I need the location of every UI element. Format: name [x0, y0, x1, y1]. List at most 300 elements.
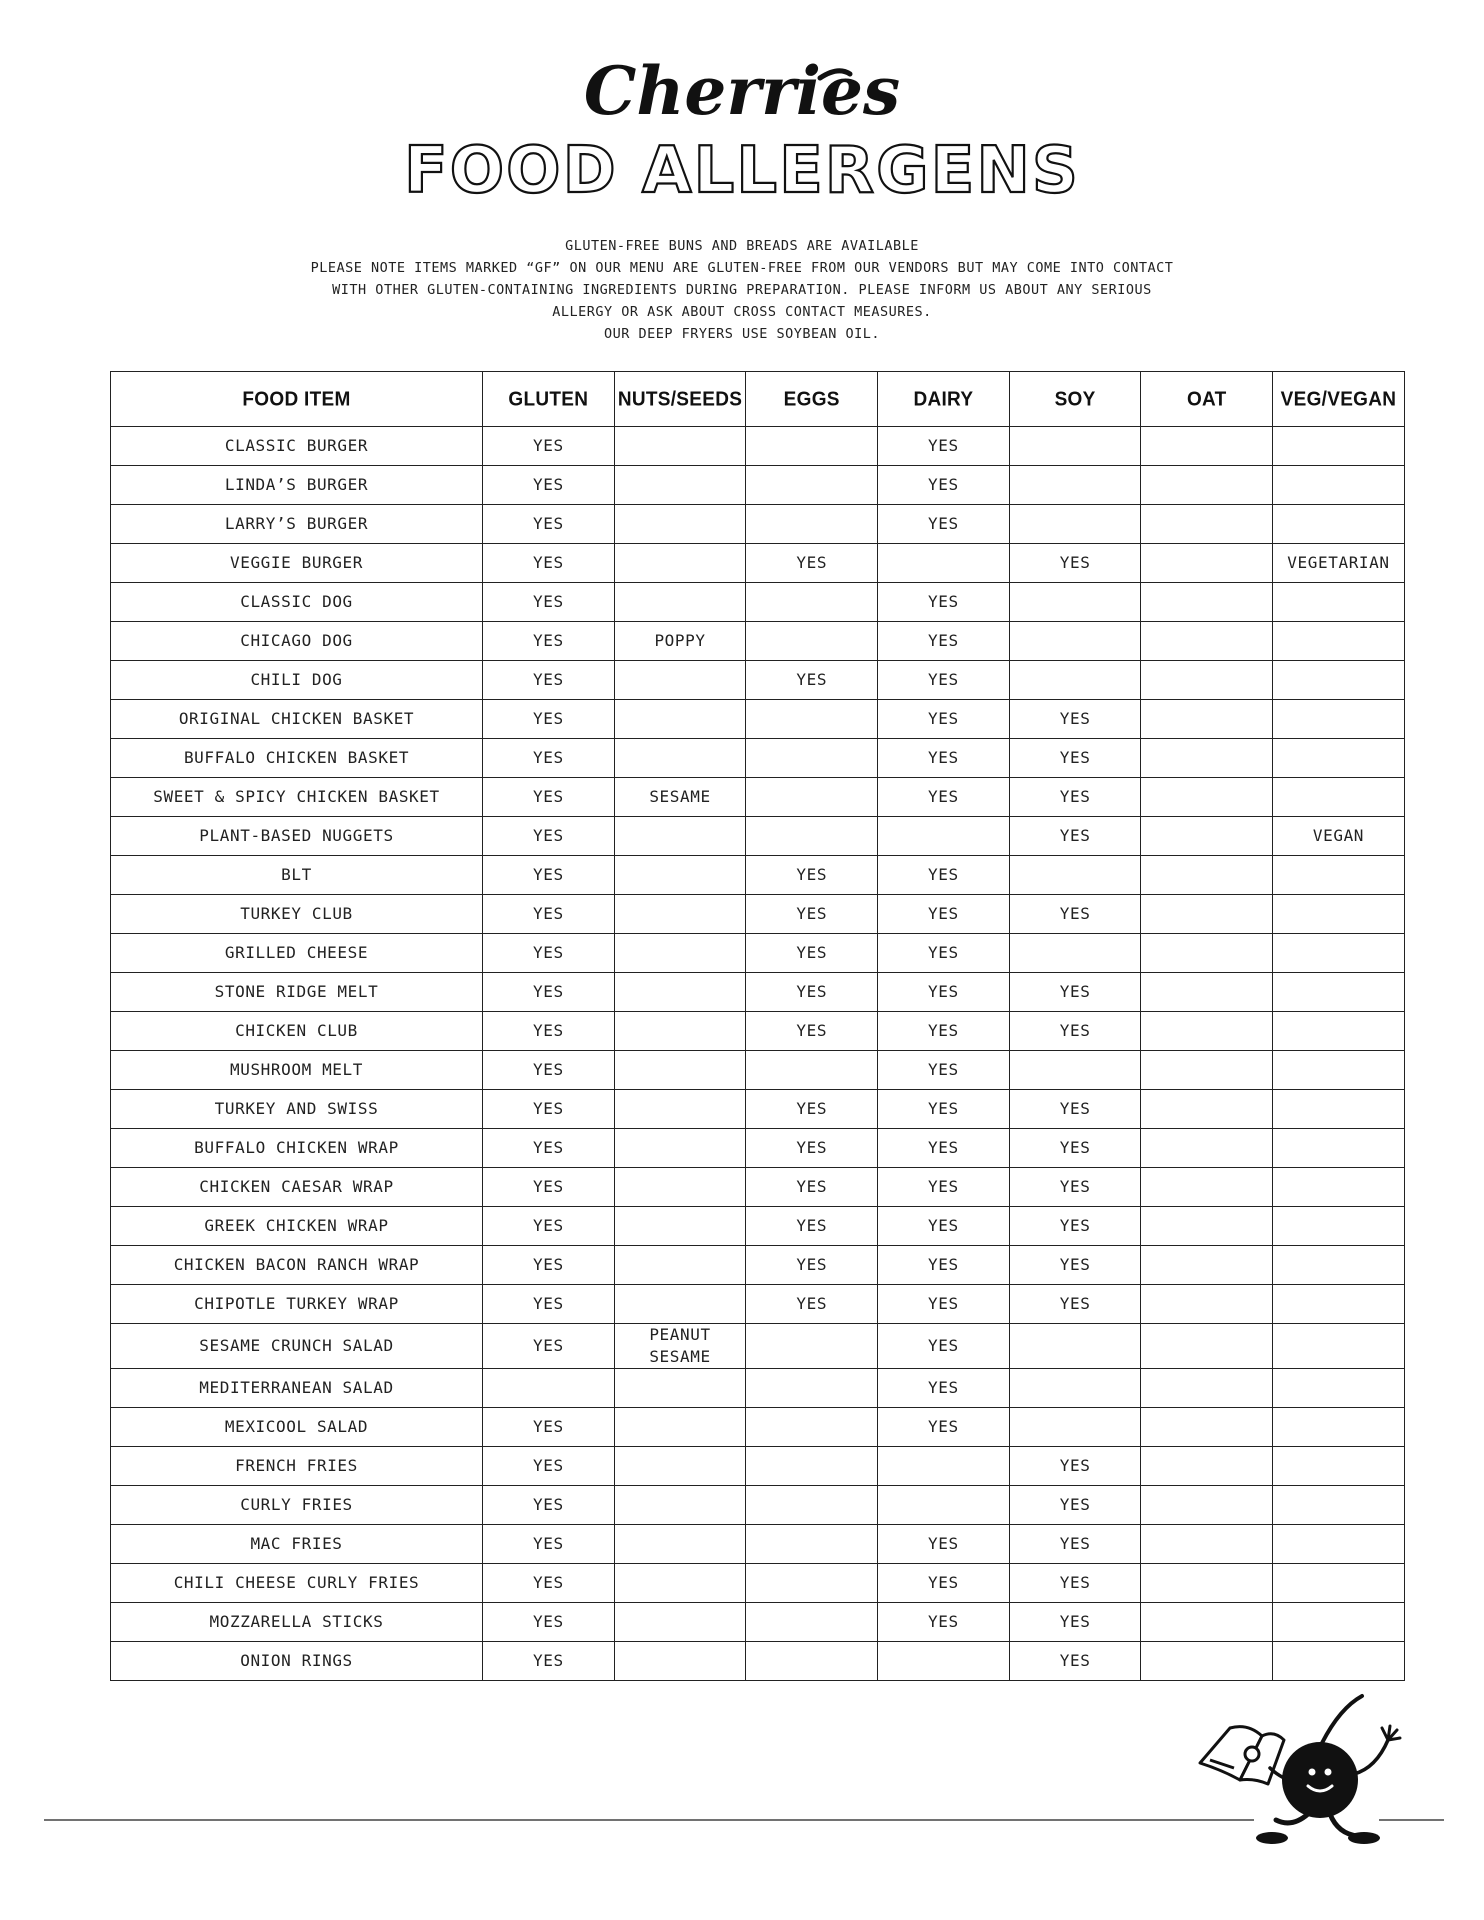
allergen-cell: YES [878, 1564, 1010, 1603]
allergen-cell: YES [746, 1285, 878, 1324]
allergen-cell: YES [483, 1012, 615, 1051]
food-item-cell: CHILI DOG [111, 661, 483, 700]
allergen-cell [1141, 778, 1273, 817]
column-header: OAT [1141, 369, 1273, 428]
food-item-cell: CLASSIC DOG [111, 583, 483, 622]
table-row [111, 427, 1405, 466]
table-row [111, 700, 1405, 739]
allergen-cell [1141, 973, 1273, 1012]
note-line: WITH OTHER GLUTEN-CONTAINING INGREDIENTS DURING PREPARATION. PLEASE INFORM US ABOUT ANY SERIOUS [332, 282, 1152, 298]
food-item-cell: MEXICOOL SALAD [111, 1408, 483, 1447]
table-row [111, 1012, 1405, 1051]
allergen-cell: YES [483, 1447, 615, 1486]
allergen-cell [1009, 427, 1141, 466]
allergen-cell: YES [1009, 1285, 1141, 1324]
allergen-cell [614, 1525, 746, 1564]
allergen-cell: YES [746, 1207, 878, 1246]
allergen-cell [1141, 700, 1273, 739]
allergen-cell: YES [1009, 817, 1141, 856]
table-row [111, 1168, 1405, 1207]
allergen-cell [1273, 1285, 1405, 1324]
allergen-cell [1273, 1051, 1405, 1090]
table-row [111, 1207, 1405, 1246]
table-row [111, 1090, 1405, 1129]
allergen-cell [614, 1564, 746, 1603]
allergen-cell: YES [878, 661, 1010, 700]
allergen-cell: YES [878, 1525, 1010, 1564]
allergen-table [110, 371, 1405, 1681]
allergen-cell [746, 778, 878, 817]
food-item-cell: MUSHROOM MELT [111, 1051, 483, 1090]
allergen-cell [1009, 583, 1141, 622]
allergen-cell [746, 1603, 878, 1642]
allergen-cell [1273, 1207, 1405, 1246]
allergen-cell [1141, 1324, 1273, 1369]
allergen-cell: YES [483, 1090, 615, 1129]
allergen-cell: YES [878, 505, 1010, 544]
svg-text:Cherries: Cherries [583, 52, 901, 130]
allergen-cell [1141, 1129, 1273, 1168]
allergen-cell [483, 1369, 615, 1408]
allergen-cell [1273, 895, 1405, 934]
allergen-cell [1141, 934, 1273, 973]
allergen-cell: YES [1009, 1564, 1141, 1603]
allergen-cell: YES [483, 856, 615, 895]
table-row [111, 661, 1405, 700]
food-item-cell: ONION RINGS [111, 1642, 483, 1681]
allergen-cell [614, 856, 746, 895]
allergen-cell: YES [1009, 544, 1141, 583]
allergen-cell [1273, 1564, 1405, 1603]
allergen-cell: YES [483, 1564, 615, 1603]
allergen-cell: YES [483, 895, 615, 934]
allergen-cell [878, 544, 1010, 583]
allergen-cell [1273, 505, 1405, 544]
allergen-cell [746, 739, 878, 778]
allergen-cell: YES [1009, 1603, 1141, 1642]
allergen-cell [1273, 1408, 1405, 1447]
column-header: FOOD ITEM [111, 369, 483, 428]
note-line: OUR DEEP FRYERS USE SOYBEAN OIL. [603, 326, 881, 342]
allergen-cell [1273, 1129, 1405, 1168]
allergen-cell: YES [1009, 973, 1141, 1012]
allergen-cell: YES [483, 466, 615, 505]
table-row [111, 1324, 1405, 1369]
allergen-cell: YES [746, 934, 878, 973]
allergen-cell [1141, 1090, 1273, 1129]
allergen-cell: YES [483, 1603, 615, 1642]
allergen-cell [746, 1408, 878, 1447]
food-item-cell: CHICKEN CLUB [111, 1012, 483, 1051]
allergen-cell: YES [878, 1051, 1010, 1090]
allergen-cell [1273, 739, 1405, 778]
food-item-cell: CLASSIC BURGER [111, 427, 483, 466]
allergen-cell [746, 1564, 878, 1603]
allergen-cell [1141, 1486, 1273, 1525]
allergen-cell: YES [483, 622, 615, 661]
allergen-cell: YES [483, 427, 615, 466]
allergen-cell: YES [1009, 895, 1141, 934]
allergen-cell [614, 1090, 746, 1129]
allergen-cell: YES [1009, 1012, 1141, 1051]
allergen-cell: YES [483, 817, 615, 856]
allergen-cell [1273, 934, 1405, 973]
allergen-cell: SESAME [614, 778, 746, 817]
food-item-cell: LARRY’S BURGER [111, 505, 483, 544]
allergen-cell: POPPY [614, 622, 746, 661]
allergen-cell [1273, 427, 1405, 466]
allergen-cell [1141, 1642, 1273, 1681]
allergen-cell [1273, 622, 1405, 661]
column-header: EGGS [746, 369, 878, 428]
allergen-cell: YES [483, 505, 615, 544]
allergen-cell [1273, 856, 1405, 895]
allergen-cell [1273, 700, 1405, 739]
allergen-cell: YES [483, 973, 615, 1012]
food-item-cell: MOZZARELLA STICKS [111, 1603, 483, 1642]
allergen-cell [614, 973, 746, 1012]
cherry-mascot-icon [1190, 1688, 1430, 1848]
allergen-cell [1273, 1324, 1405, 1369]
allergen-cell: YES [878, 1285, 1010, 1324]
table-row [111, 1129, 1405, 1168]
allergen-cell [746, 1369, 878, 1408]
allergen-cell [1273, 1525, 1405, 1564]
allergen-cell: YES [483, 544, 615, 583]
allergen-cell: YES [1009, 700, 1141, 739]
allergen-cell: YES [746, 544, 878, 583]
allergen-cell: VEGETARIAN [1273, 544, 1405, 583]
allergen-cell: YES [1009, 739, 1141, 778]
allergen-cell [614, 1129, 746, 1168]
allergen-cell [1141, 739, 1273, 778]
allergen-cell [614, 544, 746, 583]
allergen-cell: YES [1009, 1090, 1141, 1129]
allergen-cell: YES [878, 1168, 1010, 1207]
allergen-cell: YES [878, 1129, 1010, 1168]
allergen-cell [1273, 466, 1405, 505]
allergen-cell: YES [878, 1012, 1010, 1051]
food-item-cell: CHICAGO DOG [111, 622, 483, 661]
allergen-cell: YES [878, 427, 1010, 466]
table-row [111, 1246, 1405, 1285]
column-header: SOY [1009, 369, 1141, 428]
allergen-cell [614, 505, 746, 544]
allergen-cell [614, 1285, 746, 1324]
allergen-cell [1273, 1603, 1405, 1642]
food-item-cell: CHIPOTLE TURKEY WRAP [111, 1285, 483, 1324]
allergen-cell: YES [878, 1603, 1010, 1642]
allergen-cell [614, 1369, 746, 1408]
food-item-cell: ORIGINAL CHICKEN BASKET [111, 700, 483, 739]
allergen-cell [1009, 856, 1141, 895]
allergen-cell [746, 700, 878, 739]
table-row [111, 1486, 1405, 1525]
allergen-cell: YES [878, 1369, 1010, 1408]
allergen-cell [1141, 1285, 1273, 1324]
allergen-cell [1141, 505, 1273, 544]
allergen-cell: YES [483, 1129, 615, 1168]
svg-text:FOOD ALLERGENS: FOOD ALLERGENS [404, 134, 1080, 208]
allergen-cell [1273, 1246, 1405, 1285]
food-item-cell: TURKEY CLUB [111, 895, 483, 934]
column-header: GLUTEN [483, 369, 615, 428]
allergen-cell [1273, 583, 1405, 622]
allergen-cell: YES [483, 583, 615, 622]
allergen-cell [1009, 466, 1141, 505]
table-row [111, 856, 1405, 895]
table-row [111, 895, 1405, 934]
allergen-cell: YES [1009, 1207, 1141, 1246]
food-item-cell: GRILLED CHEESE [111, 934, 483, 973]
note-line: PLEASE NOTE ITEMS MARKED “GF” ON OUR MENU ARE GLUTEN-FREE FROM OUR VENDORS BUT MAY COME INTO CONTACT [310, 260, 1174, 276]
allergen-cell: YES [1009, 778, 1141, 817]
allergen-cell [614, 466, 746, 505]
allergen-cell [746, 427, 878, 466]
allergen-cell: YES [1009, 1168, 1141, 1207]
food-item-cell: MEDITERRANEAN SALAD [111, 1369, 483, 1408]
allergen-cell: YES [483, 1168, 615, 1207]
allergen-cell [1009, 1324, 1141, 1369]
food-item-cell: BUFFALO CHICKEN BASKET [111, 739, 483, 778]
allergen-cell: YES [878, 778, 1010, 817]
allergen-cell [614, 1051, 746, 1090]
allergen-cell: YES [746, 1246, 878, 1285]
allergen-cell: YES [746, 1090, 878, 1129]
allergen-cell [1141, 661, 1273, 700]
allergen-cell [1141, 427, 1273, 466]
allergen-cell: YES [483, 1486, 615, 1525]
allergen-cell [1273, 1486, 1405, 1525]
allergen-notes [142, 235, 1342, 345]
allergen-cell [746, 466, 878, 505]
allergen-cell: YES [483, 1408, 615, 1447]
column-header: NUTS/SEEDS [614, 369, 746, 428]
food-item-cell: VEGGIE BURGER [111, 544, 483, 583]
allergen-cell: YES [878, 583, 1010, 622]
allergen-cell [746, 1525, 878, 1564]
allergen-cell: YES [1009, 1525, 1141, 1564]
allergen-cell: YES [483, 1207, 615, 1246]
food-item-cell: CURLY FRIES [111, 1486, 483, 1525]
allergen-cell [614, 661, 746, 700]
allergen-cell [614, 1246, 746, 1285]
allergen-cell [746, 622, 878, 661]
allergen-cell [746, 1642, 878, 1681]
allergen-cell [1141, 895, 1273, 934]
allergen-cell [1273, 778, 1405, 817]
table-row [111, 817, 1405, 856]
allergen-cell [1141, 1603, 1273, 1642]
allergen-cell [1141, 856, 1273, 895]
allergen-cell [1141, 1012, 1273, 1051]
table-row [111, 1285, 1405, 1324]
allergen-cell [746, 1324, 878, 1369]
allergen-cell [614, 1642, 746, 1681]
allergen-cell: YES [746, 973, 878, 1012]
allergen-cell [1141, 1168, 1273, 1207]
table-row [111, 778, 1405, 817]
allergen-cell: YES [878, 1246, 1010, 1285]
table-row [111, 934, 1405, 973]
allergen-cell [1141, 1246, 1273, 1285]
allergen-cell [1141, 1408, 1273, 1447]
allergen-cell: YES [1009, 1447, 1141, 1486]
table-row [111, 1369, 1405, 1408]
allergen-cell: YES [483, 700, 615, 739]
allergen-cell [746, 505, 878, 544]
food-item-cell: GREEK CHICKEN WRAP [111, 1207, 483, 1246]
allergen-cell [1009, 622, 1141, 661]
allergen-cell [1273, 1090, 1405, 1129]
allergen-cell [878, 817, 1010, 856]
allergen-cell [1141, 1447, 1273, 1486]
note-line: ALLERGY OR ASK ABOUT CROSS CONTACT MEASURES. [552, 304, 932, 320]
allergen-cell: YES [746, 1012, 878, 1051]
allergen-cell [614, 1486, 746, 1525]
allergen-cell: YES [878, 895, 1010, 934]
food-item-cell: CHICKEN CAESAR WRAP [111, 1168, 483, 1207]
food-item-cell: FRENCH FRIES [111, 1447, 483, 1486]
allergen-cell: YES [483, 1285, 615, 1324]
allergen-cell [1009, 934, 1141, 973]
food-item-cell: CHICKEN BACON RANCH WRAP [111, 1246, 483, 1285]
column-header: VEG/VEGAN [1273, 369, 1405, 428]
allergen-cell [1141, 1525, 1273, 1564]
allergen-cell [1141, 622, 1273, 661]
table-row [111, 466, 1405, 505]
allergen-cell [1273, 661, 1405, 700]
allergen-cell [746, 817, 878, 856]
allergen-cell: YES [878, 1324, 1010, 1369]
footer-divider [44, 1819, 1444, 1821]
note-line: GLUTEN-FREE BUNS AND BREADS ARE AVAILABLE [565, 238, 919, 254]
allergen-cell: YES [483, 739, 615, 778]
allergen-cell [1141, 544, 1273, 583]
allergen-cell: YES [878, 622, 1010, 661]
allergen-cell [614, 1207, 746, 1246]
allergen-cell [1009, 1051, 1141, 1090]
allergen-cell [1141, 583, 1273, 622]
allergen-cell: YES [483, 1246, 615, 1285]
allergen-cell: YES [483, 661, 615, 700]
food-item-cell: PLANT-BASED NUGGETS [111, 817, 483, 856]
allergen-cell: YES [746, 1168, 878, 1207]
allergen-cell [614, 1012, 746, 1051]
column-header: DAIRY [878, 369, 1010, 428]
allergen-cell [1273, 973, 1405, 1012]
allergen-cell: YES [878, 1090, 1010, 1129]
allergen-cell [614, 739, 746, 778]
allergen-cell: YES [1009, 1129, 1141, 1168]
allergen-cell [1009, 505, 1141, 544]
table-row [111, 739, 1405, 778]
allergen-cell [1273, 1012, 1405, 1051]
table-header-row [111, 372, 1405, 427]
allergen-cell [1141, 1369, 1273, 1408]
allergen-cell: YES [1009, 1246, 1141, 1285]
allergen-cell: YES [878, 700, 1010, 739]
food-item-cell: SESAME CRUNCH SALAD [111, 1324, 483, 1369]
allergen-cell: YES [878, 739, 1010, 778]
allergen-cell: PEANUT SESAME [614, 1324, 746, 1369]
allergen-cell [1141, 1207, 1273, 1246]
table-row [111, 505, 1405, 544]
allergen-cell [746, 1447, 878, 1486]
allergen-cell [1273, 1168, 1405, 1207]
table-row [111, 544, 1405, 583]
allergen-cell [614, 583, 746, 622]
table-row [111, 1642, 1405, 1681]
allergen-cell [1009, 1408, 1141, 1447]
table-row [111, 622, 1405, 661]
food-item-cell: CHILI CHEESE CURLY FRIES [111, 1564, 483, 1603]
food-item-cell: SWEET & SPICY CHICKEN BASKET [111, 778, 483, 817]
allergen-cell: YES [1009, 1486, 1141, 1525]
table-body [111, 427, 1405, 1681]
allergen-cell [614, 1408, 746, 1447]
page-title [0, 128, 1484, 208]
allergen-cell: YES [746, 895, 878, 934]
allergen-cell [1009, 661, 1141, 700]
allergen-cell [746, 1051, 878, 1090]
food-item-cell: BLT [111, 856, 483, 895]
allergen-cell: YES [878, 973, 1010, 1012]
allergen-cell: YES [746, 661, 878, 700]
allergen-cell [614, 895, 746, 934]
allergen-cell [614, 700, 746, 739]
allergen-cell [878, 1642, 1010, 1681]
allergen-cell [746, 1486, 878, 1525]
brand-logo [0, 36, 1484, 136]
allergen-cell [1273, 1642, 1405, 1681]
allergen-cell: YES [878, 856, 1010, 895]
allergen-cell: YES [483, 1324, 615, 1369]
allergen-cell [1141, 1564, 1273, 1603]
allergen-cell [1273, 1369, 1405, 1408]
allergen-cell [1273, 1447, 1405, 1486]
allergen-cell: YES [746, 1129, 878, 1168]
allergen-cell [746, 583, 878, 622]
table-row [111, 1564, 1405, 1603]
allergen-cell: YES [746, 856, 878, 895]
allergen-cell: YES [1009, 1642, 1141, 1681]
allergen-cell [1141, 817, 1273, 856]
allergen-cell [614, 934, 746, 973]
allergen-cell: YES [483, 1051, 615, 1090]
allergen-cell [614, 817, 746, 856]
food-item-cell: BUFFALO CHICKEN WRAP [111, 1129, 483, 1168]
allergen-cell: YES [878, 1207, 1010, 1246]
allergen-cell: YES [878, 934, 1010, 973]
allergen-cell [878, 1486, 1010, 1525]
allergen-cell: YES [483, 1525, 615, 1564]
table-row [111, 1051, 1405, 1090]
allergen-cell: YES [878, 1408, 1010, 1447]
food-item-cell: MAC FRIES [111, 1525, 483, 1564]
allergen-cell: YES [483, 934, 615, 973]
table-row [111, 583, 1405, 622]
allergen-cell [614, 1603, 746, 1642]
allergen-cell [878, 1447, 1010, 1486]
table-row [111, 1525, 1405, 1564]
allergen-cell: YES [483, 778, 615, 817]
allergen-cell [1009, 1369, 1141, 1408]
allergen-cell [1141, 466, 1273, 505]
allergen-cell [614, 427, 746, 466]
allergen-cell: YES [483, 1642, 615, 1681]
allergen-cell: VEGAN [1273, 817, 1405, 856]
